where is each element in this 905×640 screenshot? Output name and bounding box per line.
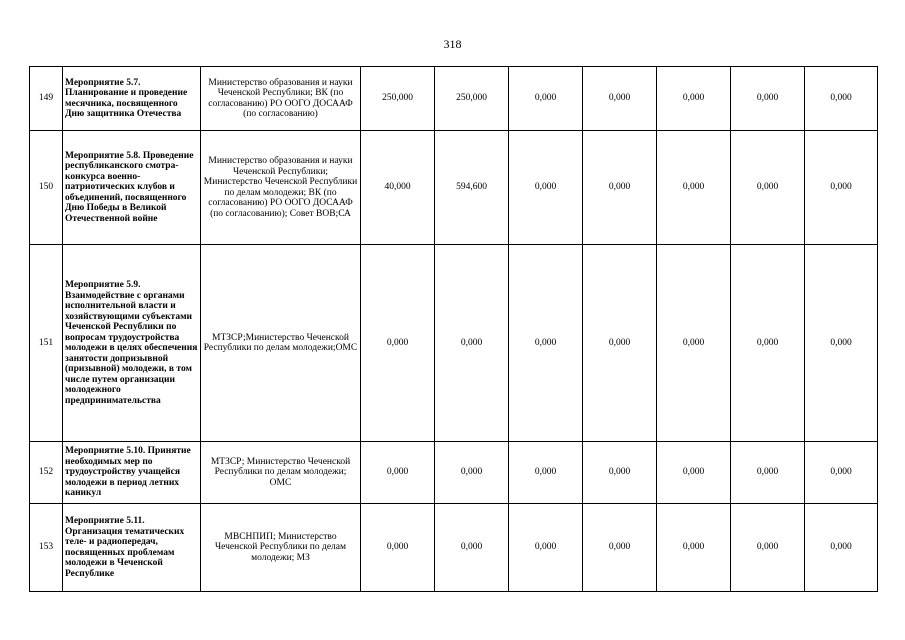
row-number: 150 <box>30 131 63 245</box>
table-row <box>30 504 878 592</box>
value-cell: 0,000 <box>657 67 731 131</box>
table-row <box>30 67 878 131</box>
activity-cell: Мероприятие 5.8. Проведение республиканского смотра-конкурса военно-патриотических клубов и объединений, посвященного Дню Победы в Великой Отечественной войне <box>63 131 201 245</box>
responsible-cell: Министерство образования и науки Чеченской Республики; Министерство Чеченской Республики по делам молодежи; ВК (по согласованию) РО ООГО ДОСААФ (по согласованию); Совет ВОВ;СА <box>201 131 361 245</box>
value-cell: 0,000 <box>435 504 509 592</box>
table-row <box>30 245 878 442</box>
value-cell: 0,000 <box>731 245 805 442</box>
value-cell: 0,000 <box>583 245 657 442</box>
value-cell: 0,000 <box>435 245 509 442</box>
row-number: 153 <box>30 504 63 592</box>
value-cell: 0,000 <box>509 504 583 592</box>
row-number: 149 <box>30 67 63 131</box>
value-cell: 0,000 <box>805 131 878 245</box>
responsible-cell: МТЗСР; Министерство Чеченской Республики по делам молодежи; ОМС <box>201 442 361 504</box>
responsible-cell: МТЗСР;Министерство Чеченской Республики по делам молодежи;ОМС <box>201 245 361 442</box>
value-cell: 0,000 <box>805 504 878 592</box>
value-cell: 40,000 <box>361 131 435 245</box>
value-cell: 0,000 <box>731 131 805 245</box>
value-cell: 0,000 <box>583 504 657 592</box>
row-number: 151 <box>30 245 63 442</box>
value-cell: 0,000 <box>583 67 657 131</box>
value-cell: 0,000 <box>583 131 657 245</box>
value-cell: 0,000 <box>361 504 435 592</box>
row-number: 152 <box>30 442 63 504</box>
value-cell: 0,000 <box>509 131 583 245</box>
value-cell: 0,000 <box>509 245 583 442</box>
value-cell: 0,000 <box>435 442 509 504</box>
value-cell: 0,000 <box>731 504 805 592</box>
value-cell: 250,000 <box>361 67 435 131</box>
responsible-cell: Министерство образования и науки Чеченской Республики; ВК (по согласованию) РО ООГО ДОСААФ (по согласованию) <box>201 67 361 131</box>
table-row <box>30 131 878 245</box>
page-number: 318 <box>443 37 462 51</box>
table-row <box>30 442 878 504</box>
activity-cell: Мероприятие 5.9. Взаимодействие с органами исполнительной власти и хозяйствующими субъектами Чеченской Республики по вопросам трудоустройства молодежи в целях обеспечения занятости допризывной (призывной) молодежи, в том числе путем организации молодежного предпринимательства <box>63 245 201 442</box>
value-cell: 0,000 <box>657 442 731 504</box>
value-cell: 0,000 <box>361 245 435 442</box>
value-cell: 0,000 <box>657 504 731 592</box>
budget-table <box>29 66 878 592</box>
value-cell: 0,000 <box>805 442 878 504</box>
value-cell: 0,000 <box>657 245 731 442</box>
value-cell: 0,000 <box>805 245 878 442</box>
value-cell: 0,000 <box>657 131 731 245</box>
value-cell: 0,000 <box>509 67 583 131</box>
value-cell: 250,000 <box>435 67 509 131</box>
activity-cell: Мероприятие 5.10. Принятие необходимых мер по трудоустройству учащейся молодежи в период летних каникул <box>63 442 201 504</box>
value-cell: 0,000 <box>583 442 657 504</box>
value-cell: 0,000 <box>805 67 878 131</box>
value-cell: 0,000 <box>731 67 805 131</box>
responsible-cell: МВСНПИП; Министерство Чеченской Республики по делам молодежи; МЗ <box>201 504 361 592</box>
value-cell: 0,000 <box>509 442 583 504</box>
value-cell: 0,000 <box>361 442 435 504</box>
value-cell: 0,000 <box>731 442 805 504</box>
activity-cell: Мероприятие 5.7. Планирование и проведение месячника, посвященного Дню защитника Отечества <box>63 67 201 131</box>
value-cell: 594,600 <box>435 131 509 245</box>
activity-cell: Мероприятие 5.11. Организация тематических теле- и радиопередач, посвященных проблемам молодежи в Чеченской Республике <box>63 504 201 592</box>
